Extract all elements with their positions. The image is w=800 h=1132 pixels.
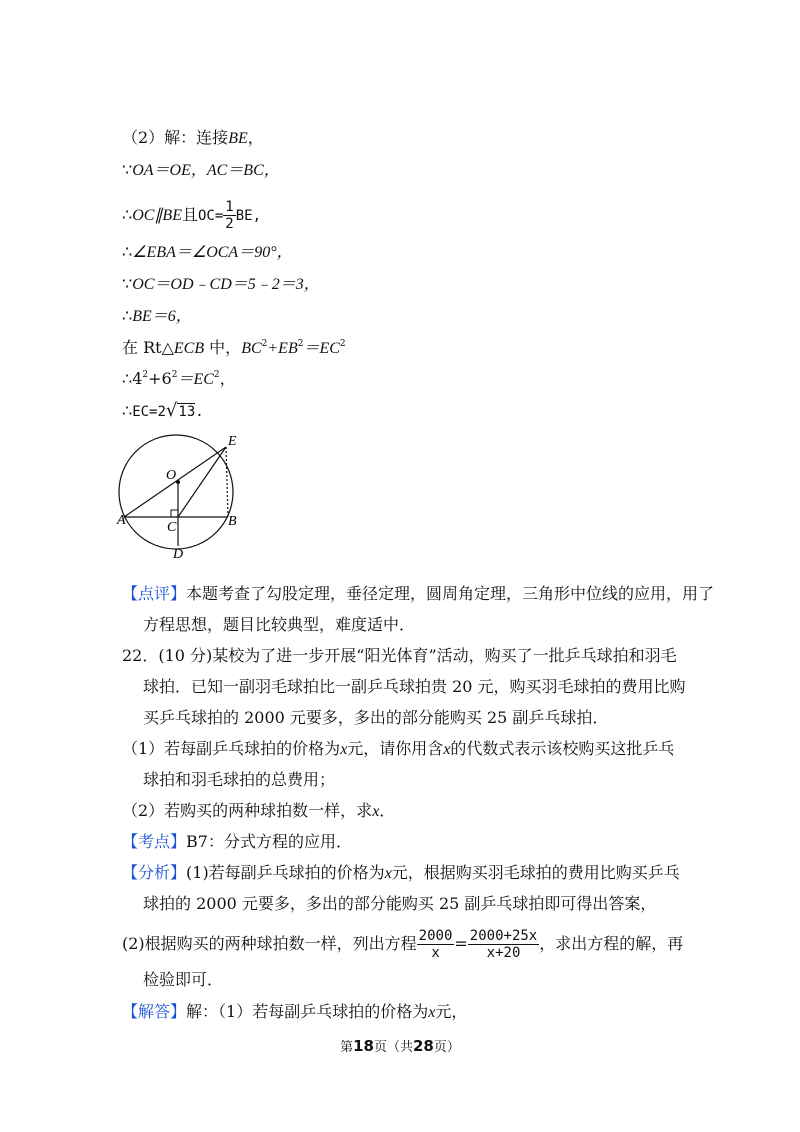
q22-line-2: [143, 677, 686, 697]
therefore-symbol: ∴: [122, 242, 133, 261]
text: 的代数式表示该校购买这批乒乓: [450, 739, 675, 758]
solution-line-1: [122, 128, 264, 149]
equals: =: [454, 934, 468, 953]
text: +EB: [267, 340, 298, 357]
exponent: 2: [261, 339, 268, 349]
because-symbol: ∵: [122, 160, 133, 179]
text: ＝EC: [303, 340, 340, 357]
solution-line-9: [122, 398, 204, 425]
exponent: 2: [297, 339, 304, 349]
exponent: 2: [213, 370, 220, 380]
fenxi-line-2: [143, 894, 656, 914]
solution-line-7: [122, 338, 346, 359]
fenxi-line-3: [122, 926, 683, 962]
solution-line-6: [122, 306, 192, 327]
text: OC＝OD﹣CD＝5﹣2＝3，: [132, 276, 320, 293]
text: ∠EBA＝∠OCA＝90°，: [132, 244, 293, 261]
text: 页）: [433, 1040, 460, 1055]
total-pages: 28: [413, 1037, 434, 1055]
fenxi-line-1: [122, 863, 680, 884]
solution-line-3: [122, 199, 261, 232]
text: 第: [340, 1040, 354, 1055]
text: 解：（1）若每副乒乓球拍的价格为: [186, 1002, 429, 1021]
exponent: 2: [171, 370, 178, 380]
var: x: [340, 741, 348, 758]
text: 22．(10 分)某校为了进一步开展“阳光体育”活动，购买了一批乒乓球拍和羽毛: [122, 646, 677, 665]
text: OC=: [197, 208, 224, 224]
jieda-line: [122, 1002, 467, 1023]
label-D: D: [173, 547, 184, 560]
text: ，: [247, 128, 264, 147]
fraction: [417, 928, 455, 961]
text: 元，请你用含: [347, 739, 444, 758]
text: ＝EC: [177, 371, 214, 388]
fraction: [223, 199, 235, 232]
text: 球拍和羽毛球拍的总费用；: [143, 770, 336, 789]
because-symbol: ∵: [122, 274, 133, 293]
numerator: 1: [225, 199, 234, 215]
text: 买乒乓球拍的 2000 元要多，多出的部分能购买 25 副乒乓球拍．: [143, 708, 609, 727]
label-B: B: [228, 514, 237, 529]
text: 4: [132, 369, 143, 388]
text: 在 Rt△: [122, 338, 174, 357]
exponent: 2: [142, 370, 149, 380]
text: ECB: [173, 340, 205, 357]
denominator: x: [431, 945, 440, 961]
var: x: [384, 865, 392, 882]
kaodian-line: [122, 832, 352, 852]
text: BE,: [235, 208, 262, 224]
therefore-symbol: ∴: [122, 401, 133, 420]
text: 检验即可．: [143, 970, 224, 989]
text: ．: [379, 801, 396, 820]
point-O: [176, 480, 180, 484]
text: EC=2: [132, 404, 166, 420]
text: 且: [181, 205, 198, 224]
text: (1)若每副乒乓球拍的价格为: [186, 863, 385, 882]
q22-part2: [122, 801, 395, 822]
var: x: [372, 803, 380, 820]
fraction: [468, 928, 539, 961]
text: ，求出方程的解，再: [539, 934, 684, 953]
page-number: 18: [353, 1037, 374, 1055]
exponent: 2: [339, 339, 346, 349]
text: （1）若每副乒乓球拍的价格为: [122, 739, 341, 758]
solution-line-2: [122, 160, 280, 181]
line-CE: [178, 447, 226, 517]
numerator: 2000: [418, 928, 453, 944]
text: (2)根据购买的两种球拍数一样，列出方程: [122, 934, 417, 953]
label-A: A: [117, 513, 126, 528]
var: x: [428, 1004, 436, 1021]
fenxi-line-4: [143, 970, 223, 990]
radicand: 13: [178, 404, 196, 420]
text: 页（共: [373, 1040, 413, 1055]
jieda-tag: 【解答】: [122, 1002, 187, 1021]
therefore-symbol: ∴: [122, 369, 133, 388]
label-C: C: [167, 520, 177, 535]
q22-part1-line-2: [143, 770, 335, 790]
fenxi-tag: 【分析】: [122, 863, 187, 882]
text: BC: [241, 340, 262, 357]
right-angle-marker: [171, 510, 178, 517]
text: （2）解：连接: [122, 128, 229, 147]
text: B7：分式方程的应用．: [186, 832, 352, 851]
text: （2）若购买的两种球拍数一样，求: [122, 801, 373, 820]
text: BE＝6，: [132, 308, 192, 325]
text: 元，: [435, 1002, 468, 1021]
kaodian-tag: 【考点】: [122, 832, 187, 851]
review-tag: 【点评】: [122, 584, 187, 603]
text: .: [195, 404, 204, 420]
solution-line-4: [122, 242, 293, 263]
text: 本题考查了勾股定理，垂径定理，圆周角定理，三角形中位线的应用，用了: [186, 584, 715, 603]
therefore-symbol: ∴: [122, 205, 133, 224]
denominator: 2: [225, 216, 234, 232]
text: 元，根据购买羽毛球拍的费用比购买乒乓: [391, 863, 680, 882]
q22-line-3: [143, 708, 608, 728]
text: 球拍．已知一副羽毛球拍比一副乒乓球拍贵 20 元，购买羽毛球拍的费用比购: [143, 677, 686, 696]
geometry-figure: [112, 428, 262, 560]
label-E: E: [228, 434, 237, 449]
denominator: x+20: [486, 945, 521, 961]
text: 中，: [204, 338, 242, 357]
line-BE-dashed: [226, 447, 228, 517]
var: BE: [228, 130, 248, 147]
q22-line-1: [122, 646, 677, 666]
q22-part1-line-1: [122, 739, 674, 760]
label-O: O: [166, 468, 177, 483]
review-line-1: [122, 584, 714, 604]
text: +6: [148, 369, 172, 388]
solution-line-8: [122, 369, 236, 390]
text: OC∥BE: [132, 207, 182, 224]
text: 方程思想，题目比较典型，难度适中．: [143, 615, 416, 634]
therefore-symbol: ∴: [122, 306, 133, 325]
sqrt-icon: √: [165, 400, 178, 421]
solution-line-5: [122, 274, 320, 295]
text: ，: [219, 369, 236, 388]
text: OA＝OE，AC＝BC，: [132, 162, 280, 179]
text: 球拍的 2000 元要多，多出的部分能购买 25 副乒乓球拍即可得出答案，: [143, 894, 657, 913]
var: x: [443, 741, 451, 758]
numerator: 2000+25x: [469, 928, 538, 944]
page-footer: [0, 1036, 800, 1055]
review-line-2: [143, 615, 415, 635]
